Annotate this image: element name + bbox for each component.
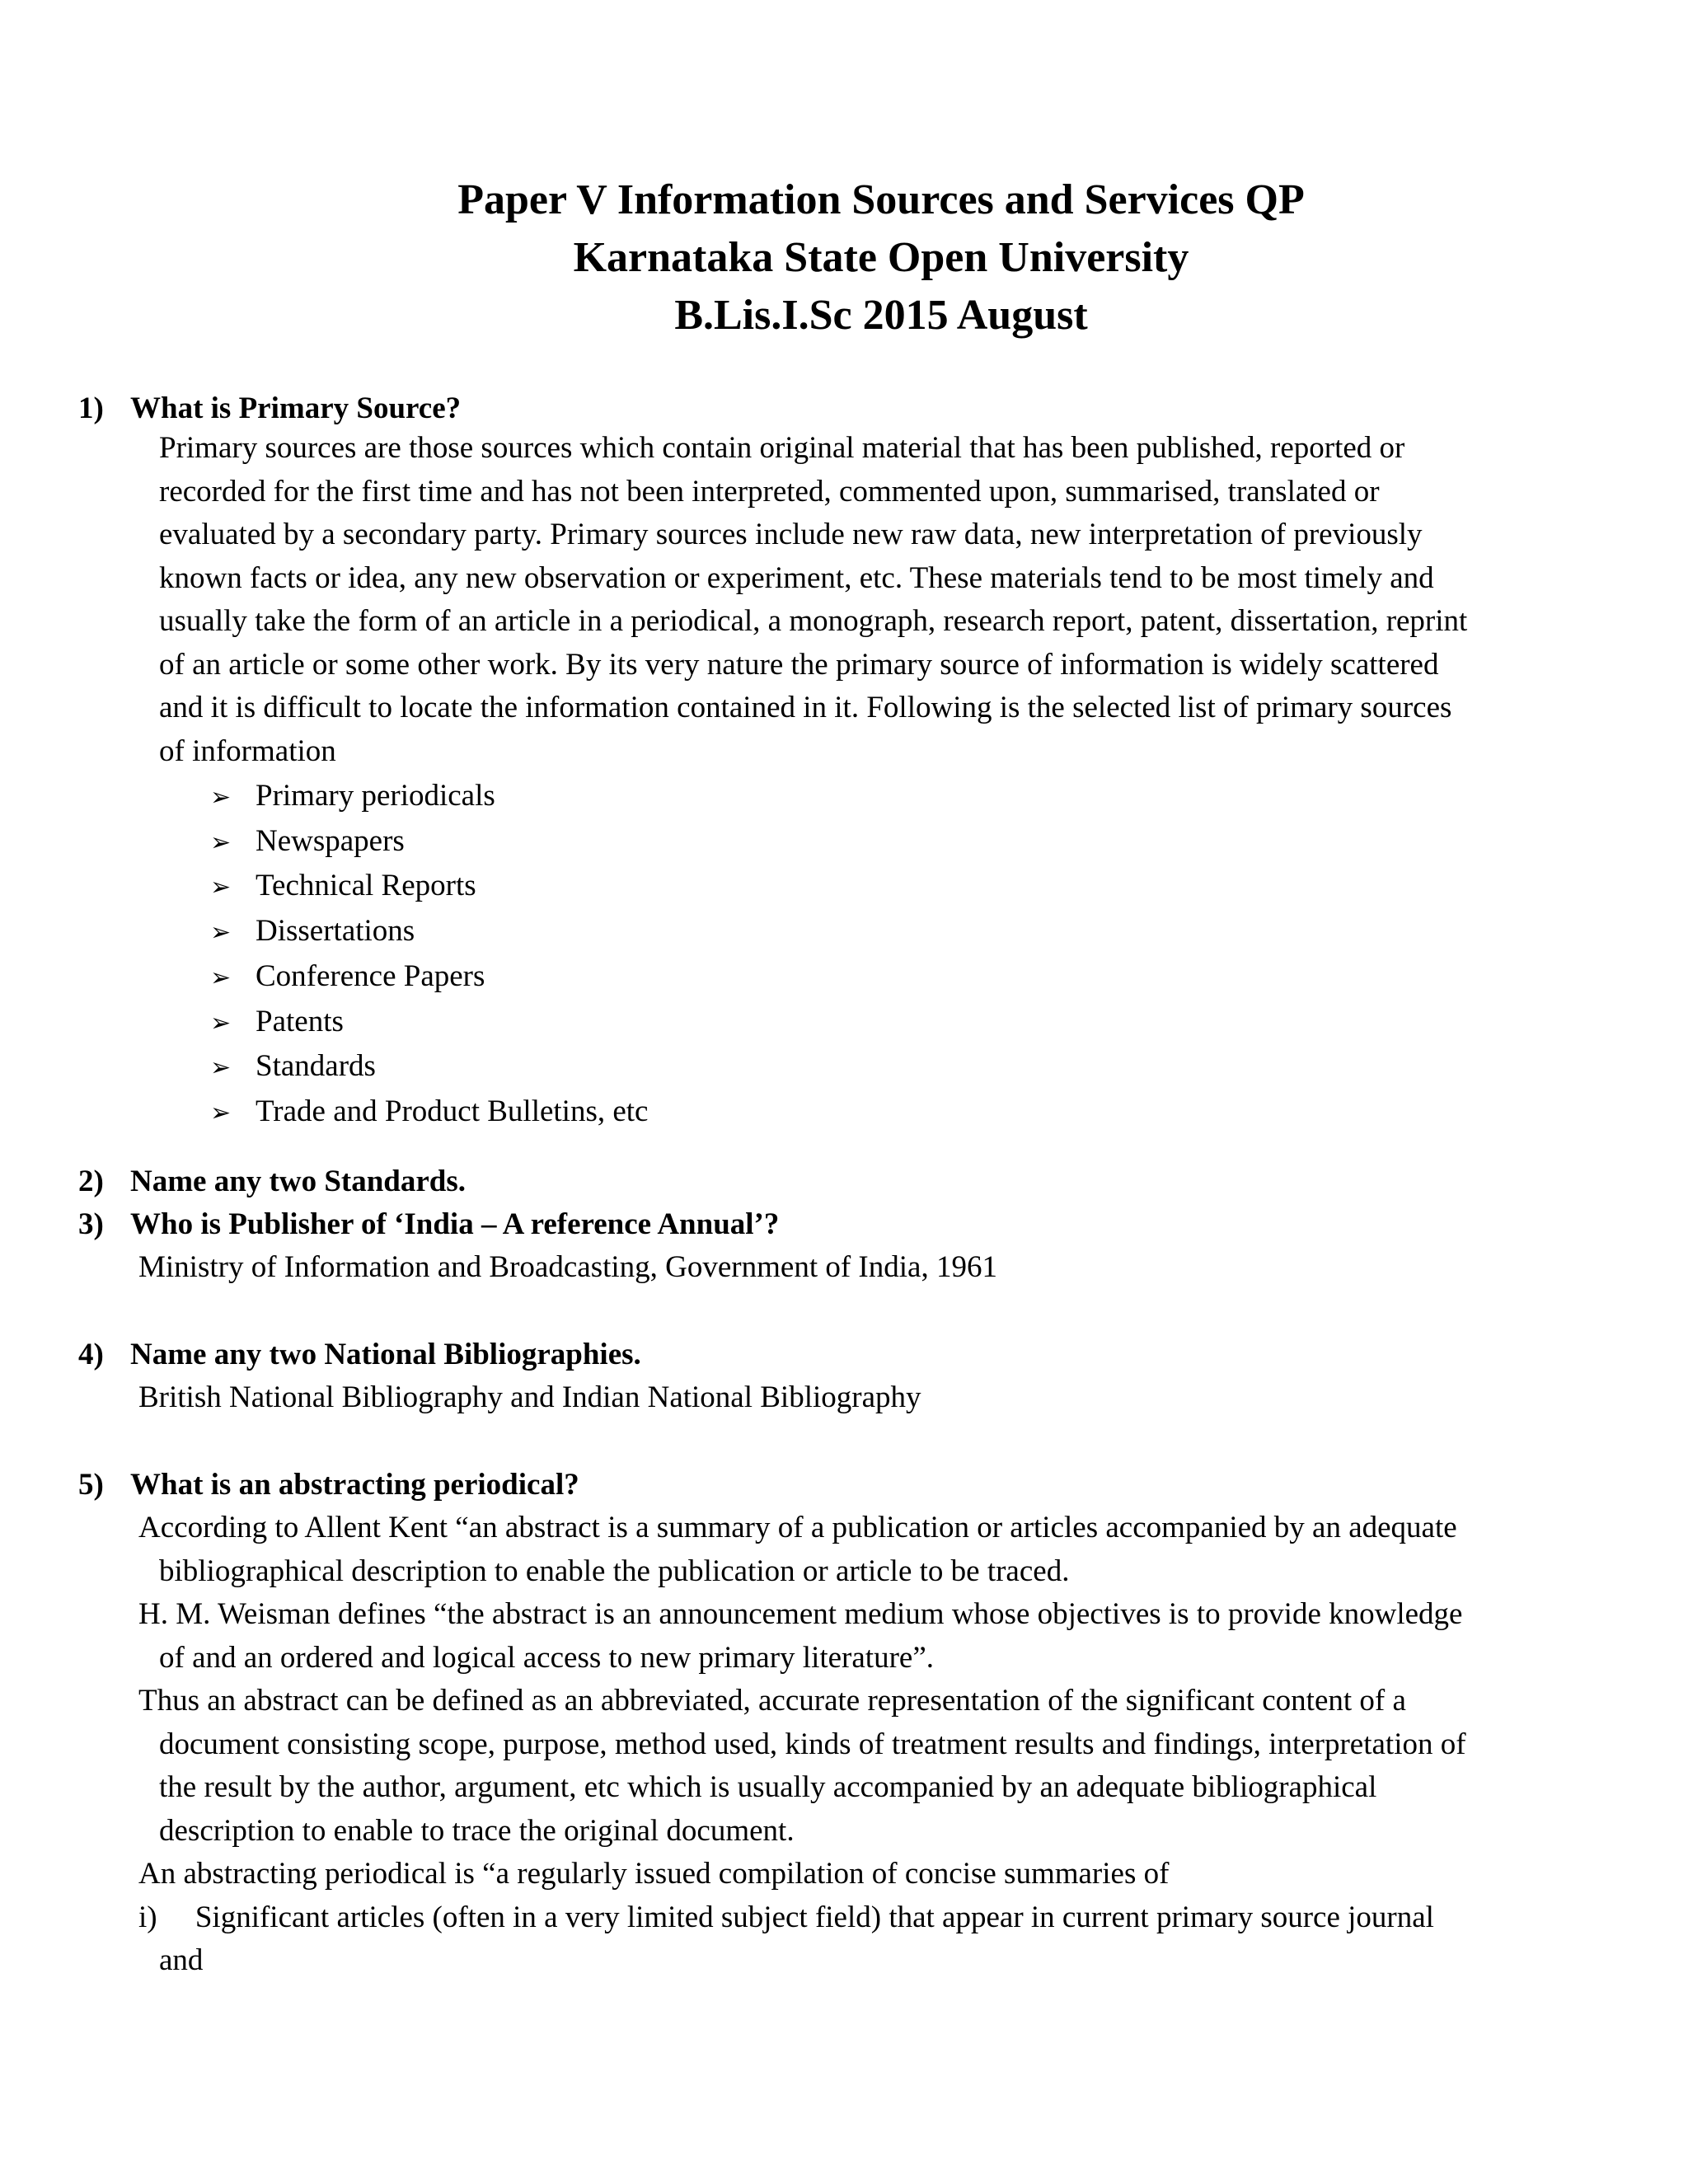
question-number: 1) [78,391,104,425]
question-text: What is Primary Source? [130,391,462,425]
answer-line: evaluated by a secondary party. Primary sources include new raw data, new interpretation of previously [159,518,1423,551]
list-item: ➢ Trade and Product Bulletins, etc [210,1090,648,1136]
exam-label: B.Lis.I.Sc 2015 August [674,292,1088,339]
question-text: Name any two National Bibliographies. [130,1338,641,1371]
document-title: Paper V Information Sources and Services QP [457,176,1305,223]
arrow-bullet-icon: ➢ [210,918,232,948]
abstract-definition-line: description to enable to trace the original document. [159,1813,795,1848]
abstract-definition-line: Thus an abstract can be defined as an abbreviated, accurate representation of the significant content of a [138,1684,1406,1718]
question-number: 2) [78,1165,104,1198]
question-3 [78,1203,779,1246]
answer-1 [159,427,1577,773]
answer-line: Primary sources are those sources which contain original material that has been published, reported or [159,431,1405,465]
list-item: ➢ Dissertations [210,910,648,955]
arrow-bullet-icon: ➢ [210,827,232,857]
arrow-bullet-icon: ➢ [210,783,232,812]
list-item: ➢ Technical Reports [210,865,648,910]
weisman-definition-line: of and an ordered and logical access to new primary literature”. [159,1640,934,1675]
answer-5 [138,1507,1466,1983]
list-item: ➢ Newspapers [210,820,648,865]
answer-line: known facts or idea, any new observation or experiment, etc. These materials tend to be most timely and [159,560,1434,595]
primary-sources-list [210,775,648,1136]
question-number: 5) [78,1468,104,1502]
arrow-bullet-icon: ➢ [210,1098,232,1127]
list-item: ➢ Conference Papers [210,955,648,1001]
question-text: Name any two Standards. [130,1165,467,1198]
answer-line: of an article or some other work. By its very nature the primary source of information is widely scattered [159,647,1439,682]
question-number: 4) [78,1338,104,1371]
answer-line: usually take the form of an article in a periodical, a monograph, research report, patent, dissertation, reprint [159,604,1468,638]
answer-4: British National Bibliography and Indian National Bibliography [138,1380,921,1414]
answer-line: recorded for the first time and has not been interpreted, commented upon, summarised, translated or [159,474,1380,509]
list-item: ➢ Patents [210,1001,648,1046]
answer-line: and it is difficult to locate the information contained in it. Following is the selected list of primary sources [159,691,1452,724]
item-i-line: i) Significant articles (often in a very limited subject field) that appear in current primary source journal [138,1900,1434,1934]
arrow-bullet-icon: ➢ [210,1053,232,1083]
list-item: ➢ Standards [210,1045,648,1090]
periodical-definition-line: An abstracting periodical is “a regularly issued compilation of concise summaries of [138,1857,1170,1891]
kent-definition-line: bibliographical description to enable the publication or article to be traced. [159,1554,1070,1588]
answer-line: of information [159,733,336,768]
item-i-line: and [159,1943,204,1977]
university-name: Karnataka State Open University [573,234,1189,281]
question-text: Who is Publisher of ‘India – A reference Annual’? [130,1207,780,1241]
question-1 [78,387,461,430]
abstract-definition-line: document consisting scope, purpose, method used, kinds of treatment results and findings, interpretation of [159,1727,1466,1761]
question-4 [78,1333,641,1376]
question-5 [78,1464,579,1507]
arrow-bullet-icon: ➢ [210,963,232,992]
abstract-definition-line: the result by the author, argument, etc which is usually accompanied by an adequate bibliographical [159,1770,1377,1804]
question-text: What is an abstracting periodical? [130,1468,579,1502]
list-item: ➢ Primary periodicals [210,775,648,820]
question-2 [78,1160,466,1203]
arrow-bullet-icon: ➢ [210,873,232,902]
arrow-bullet-icon: ➢ [210,1008,232,1038]
kent-definition-line: According to Allent Kent “an abstract is a summary of a publication or articles accompanied by an adequate [138,1511,1457,1544]
answer-3: Ministry of Information and Broadcasting, Government of India, 1961 [138,1250,997,1284]
question-number: 3) [78,1207,104,1241]
weisman-definition-line: H. M. Weisman defines “the abstract is an announcement medium whose objectives is to provide knowledge [138,1597,1463,1631]
